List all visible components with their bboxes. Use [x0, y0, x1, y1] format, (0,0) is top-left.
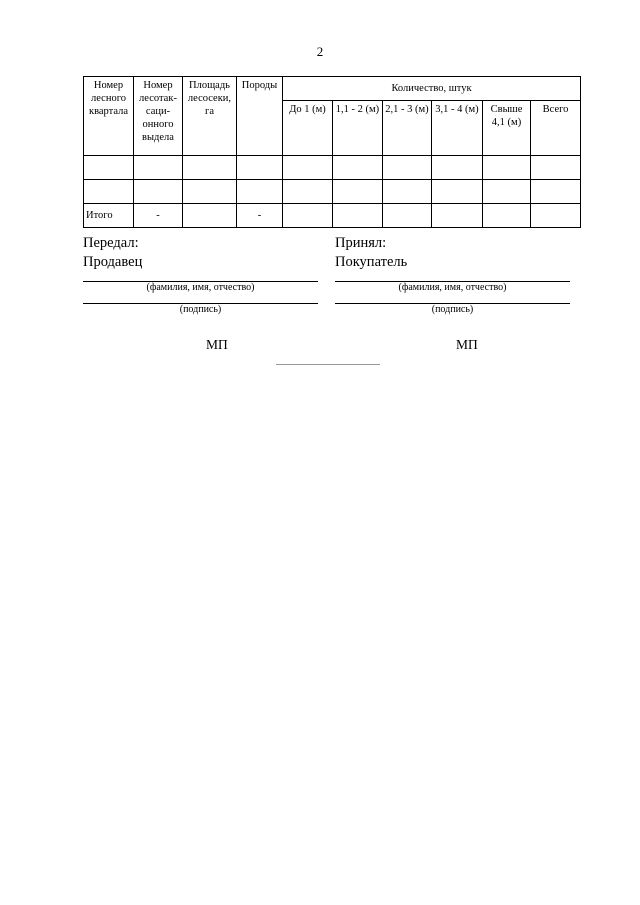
- seller-name-line: [83, 273, 318, 282]
- total-label: Итого: [84, 204, 134, 228]
- buyer-sign-caption: (подпись): [431, 304, 474, 315]
- quantity-table: [83, 76, 581, 228]
- total-compartment: -: [134, 204, 183, 228]
- header-sub-total: Всего: [531, 101, 581, 156]
- header-sub-2: 1,1 - 2 (м): [333, 101, 383, 156]
- table-row: [84, 180, 581, 204]
- header-sub-3: 2,1 - 3 (м): [383, 101, 432, 156]
- seller-signature-block: [83, 234, 318, 316]
- header-compartment-number: Номер лесотак-саци-онного выдела: [134, 77, 183, 156]
- buyer-name-line: [335, 273, 570, 282]
- header-sub-1: До 1 (м): [283, 101, 333, 156]
- stamp-place-left: МП: [206, 337, 228, 352]
- header-block-number: Номер лесного квартала: [84, 77, 134, 156]
- header-quantity: Количество, штук: [283, 77, 581, 101]
- page-number: 2: [316, 44, 324, 59]
- seller-name-caption: (фамилия, имя, отчество): [146, 282, 255, 293]
- buyer-accepted-label: Принял:: [335, 235, 387, 251]
- header-sub-4: 3,1 - 4 (м): [432, 101, 483, 156]
- buyer-role-label: Покупатель: [335, 254, 408, 270]
- header-sub-5: Свыше 4,1 (м): [483, 101, 531, 156]
- table-row: [84, 156, 581, 180]
- stamp-place-right: МП: [456, 337, 478, 352]
- divider: [276, 364, 380, 365]
- seller-sign-line: [83, 295, 318, 304]
- seller-sign-caption: (подпись): [179, 304, 222, 315]
- buyer-signature-block: [335, 234, 570, 316]
- total-species: -: [237, 204, 283, 228]
- seller-role-label: Продавец: [83, 254, 143, 270]
- buyer-name-caption: (фамилия, имя, отчество): [398, 282, 507, 293]
- header-cutting-area: Площадь лесосеки, га: [183, 77, 237, 156]
- buyer-sign-line: [335, 295, 570, 304]
- total-row: [84, 204, 581, 228]
- header-species: Породы: [237, 77, 283, 156]
- seller-transferred-label: Передал:: [83, 235, 139, 251]
